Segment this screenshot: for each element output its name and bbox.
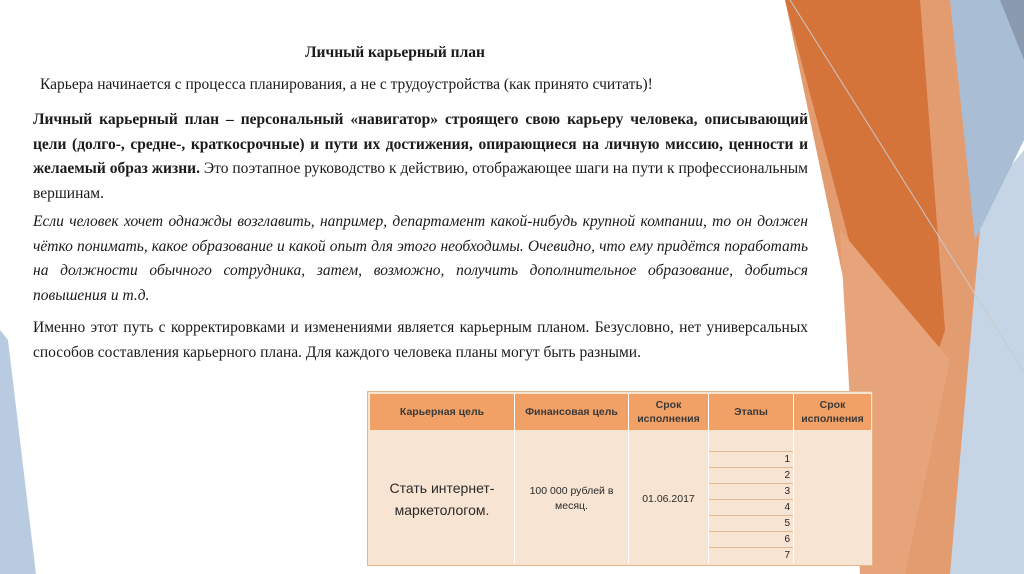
- stage-row: 6: [709, 531, 793, 546]
- stage-row: 2: [709, 467, 793, 482]
- header-stages: Этапы: [709, 394, 793, 430]
- cell-financial-goal: 100 000 рублей в месяц.: [529, 484, 614, 512]
- stage-row: 4: [709, 499, 793, 514]
- header-career-goal: Карьерная цель: [370, 394, 514, 430]
- definition-paragraph: [33, 108, 808, 206]
- stage-row: 7: [709, 547, 793, 562]
- header-deadline: Срок исполнения: [629, 394, 708, 430]
- header-stage-deadline: Срок исполнения: [794, 394, 871, 430]
- cell-deadline: 01.06.2017: [642, 492, 695, 505]
- definition-rest-text: Это поэтапное руководство к действию, отображающее шаги на пути к профессиональным вершинам.: [33, 160, 808, 202]
- conclusion-paragraph: Именно этот путь с корректировками и изменениями является карьерным планом. Безусловно, нет универсальных способов составления карьерного плана. Для каждого человека планы могут быть разными.: [33, 319, 808, 361]
- cell-career-goal: Стать интернет-маркетологом.: [389, 479, 495, 518]
- definition-bold-text: Личный карьерный план – персональный «навигатор» строящего свою карьеру человека, описывающий цели (долго-, средне-, краткосрочные) и пути их достижения, опирающиеся на личную миссию, ценности и желаемый образ жизни.: [33, 111, 808, 177]
- header-financial-goal: Финансовая цель: [515, 394, 628, 430]
- stage-row: 5: [709, 515, 793, 530]
- deco-blue-left-bar: [0, 330, 36, 574]
- column-divider: [793, 394, 794, 563]
- slide-title: Личный карьерный план: [305, 44, 485, 61]
- example-paragraph: Если человек хочет однажды возглавить, например, департамент какой-нибудь крупной компании, то он должен чётко понимать, какое образование и какой опыт для этого необходимы. Очевидно, что ему придётся поработать на должности обычного сотрудника, затем, возможно, получить дополнительное образование, добиться повышения и т.д.: [33, 213, 808, 304]
- intro-line: Карьера начинается с процесса планирования, а не с трудоустройства (как принято считать)!: [40, 76, 653, 93]
- career-plan-table: [367, 391, 873, 566]
- stage-row: 1: [709, 451, 793, 466]
- stage-row: 3: [709, 483, 793, 498]
